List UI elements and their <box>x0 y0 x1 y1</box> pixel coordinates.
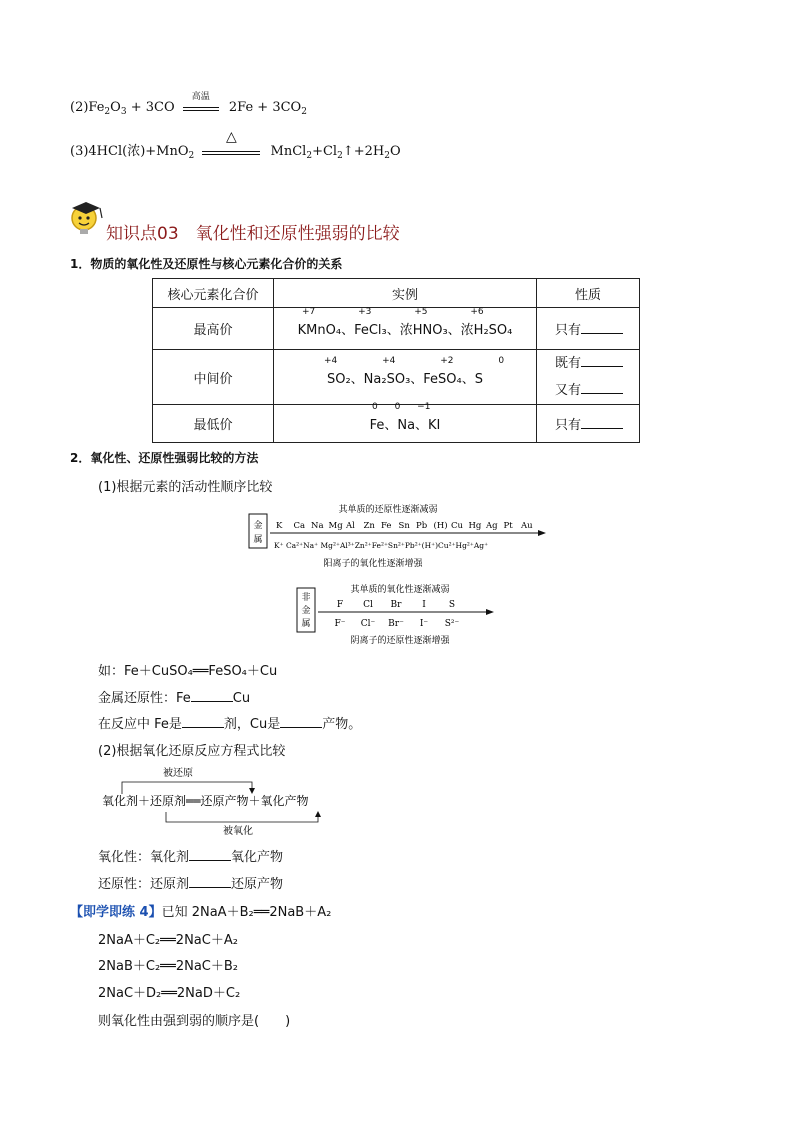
equation-2: $(2)Fe_2O_3 + 3CO$ 高温 $2Fe + 3CO_2$ <box>70 100 307 117</box>
row-example <box>274 308 537 350</box>
redox-scheme-diagram <box>98 762 358 840</box>
eq3-c: +Cl <box>312 144 338 159</box>
practice-equation: 2NaC＋D₂══2NaD＋C₂ <box>98 986 241 1001</box>
row-property <box>537 350 640 405</box>
text: 金属还原性：Fe <box>98 691 191 706</box>
text: 氧化产物 <box>231 850 284 865</box>
practice-equation: 2NaA＋C₂══2NaC＋A₂ <box>98 933 238 948</box>
nonmetal-element: F <box>336 600 344 610</box>
oxidized-label: 被氧化 <box>223 826 253 837</box>
nonmetal-ion: Br⁻ <box>388 619 404 629</box>
redox-equation: 氧化剂＋还原剂══还原产物＋氧化产物 <box>102 794 309 808</box>
metal-bottom-label: 阳离子的氧化性逐渐增强 <box>323 559 423 569</box>
answer-blank[interactable] <box>191 689 233 702</box>
nonmetal-ion: S²⁻ <box>444 619 460 629</box>
nonmetal-element: Br <box>390 600 402 610</box>
practice-question: 则氧化性由强到弱的顺序是( ) <box>98 1014 291 1029</box>
metal-element: (H) <box>433 521 448 531</box>
condition-arrow <box>202 128 260 159</box>
subsection-2-title: 2．氧化性、还原性强弱比较的方法 <box>70 451 259 465</box>
eq3-e: O <box>389 144 401 159</box>
text: Cu <box>232 691 251 706</box>
answer-blank[interactable] <box>581 381 623 394</box>
answer-blank[interactable] <box>280 715 322 728</box>
answer-blank[interactable] <box>189 875 231 888</box>
reduced-label: 被还原 <box>163 768 193 779</box>
oxidizing-compare <box>98 846 283 865</box>
metal-element: Pt <box>503 521 513 531</box>
reducing-compare <box>98 873 283 892</box>
subsection-1-title: 1．物质的氧化性及还原性与核心元素化合价的关系 <box>70 257 343 271</box>
text: 还原产物 <box>231 877 284 892</box>
eq2-o: O <box>110 100 121 115</box>
nonmetal-bottom-label: 阴离子的还原性逐渐增强 <box>350 636 450 646</box>
answer-blank[interactable] <box>581 321 623 334</box>
metal-element: K <box>276 521 283 531</box>
answer-blank[interactable] <box>581 354 623 367</box>
table-row <box>153 405 640 443</box>
metal-top-label: 其单质的还原性逐渐减弱 <box>338 505 438 515</box>
answer-blank[interactable] <box>581 416 623 429</box>
text: 还原性：还原剂 <box>98 877 190 892</box>
svg-text:金: 金 <box>253 521 263 531</box>
eq2-pre: (2)Fe <box>70 100 105 115</box>
table-row <box>153 308 640 350</box>
oxidation-numbers: +4 +4 +2 0 <box>324 355 505 366</box>
metal-element: Mg <box>328 521 343 531</box>
nonmetal-activity-diagram <box>296 582 500 648</box>
nonmetal-element: I <box>422 600 426 610</box>
eq3-b: MnCl <box>270 144 307 159</box>
lightbulb-graduate-icon <box>66 196 108 238</box>
metal-ions: K⁺ Ca²⁺Na⁺ Mg²⁺Al³⁺Zn²⁺Fe²⁺Sn²⁺Pb²⁺(H⁺)Cu²⁺Hg²⁺Ag⁺ <box>274 541 489 550</box>
table-row <box>153 350 640 405</box>
metal-reducing-line <box>98 687 250 706</box>
row-property <box>537 405 640 443</box>
answer-blank[interactable] <box>189 848 231 861</box>
table-header: 实例 <box>274 279 537 308</box>
table-header: 核心元素化合价 <box>153 279 274 308</box>
eq2-products: 2Fe + 3CO <box>228 100 302 115</box>
row-label: 最低价 <box>153 405 274 443</box>
examples-text: KMnO₄、FeCl₃、浓HNO₃、浓H₂SO₄ <box>297 323 513 338</box>
oxidation-numbers: 0 0 −1 <box>372 402 431 412</box>
nonmetal-ion: Cl⁻ <box>360 619 376 629</box>
metal-element: Ca <box>293 521 306 531</box>
equation-3: (3)4HCl(浓)+MnO$_2$ △ $MnCl_2+Cl_2↑+2H_2O$ <box>70 128 401 161</box>
metal-element: Pb <box>416 521 428 531</box>
practice-heading <box>70 901 331 920</box>
metal-element: Au <box>521 521 533 531</box>
row-example <box>274 402 537 443</box>
oxidation-numbers: +7 +3 +5 +6 <box>302 307 484 317</box>
practice-text: 已知 2NaA＋B₂══2NaB＋A₂ <box>161 905 332 920</box>
row-example <box>274 350 537 405</box>
section-heading: 知识点03 氧化性和还原性强弱的比较 <box>106 224 400 244</box>
svg-text:属: 属 <box>301 619 311 629</box>
nonmetal-ion: F⁻ <box>334 619 346 629</box>
metal-element: Hg <box>468 521 482 531</box>
condition-arrow <box>183 91 219 115</box>
eq3-a: (3)4HCl(浓)+MnO <box>70 144 189 159</box>
examples-text: Fe、Na、KI <box>369 418 441 433</box>
metal-element: Sn <box>398 521 410 531</box>
valence-table <box>152 278 640 443</box>
metal-element: Na <box>311 521 324 531</box>
example-equation: 如：Fe＋CuSO₄══FeSO₄＋Cu <box>98 664 278 679</box>
metal-element: Cu <box>451 521 463 531</box>
property-label: 只有 <box>555 323 582 338</box>
table-header: 性质 <box>537 279 640 308</box>
examples-text: SO₂、Na₂SO₃、FeSO₄、S <box>326 371 483 387</box>
practice-equation: 2NaB＋C₂══2NaC＋B₂ <box>98 959 238 974</box>
method-1-title: (1)根据元素的活动性顺序比较 <box>98 480 273 495</box>
metal-activity-diagram <box>248 500 550 572</box>
property-label: 只有 <box>555 418 582 433</box>
eq2-co: + 3CO <box>126 100 175 115</box>
property-label: 既有 <box>555 356 582 371</box>
method-2-title: (2)根据氧化还原反应方程式比较 <box>98 744 286 759</box>
row-label: 最高价 <box>153 308 274 350</box>
condition-label: △ <box>226 128 237 145</box>
metal-element: Fe <box>381 521 392 531</box>
nonmetal-top-label: 其单质的氧化性逐渐减弱 <box>350 585 450 595</box>
nonmetal-ion: I⁻ <box>419 619 429 629</box>
text: 氧化性：氧化剂 <box>98 850 190 865</box>
metal-element: Ag <box>486 521 498 531</box>
text: 产物。 <box>322 717 362 732</box>
svg-text:金: 金 <box>301 606 311 616</box>
answer-blank[interactable] <box>182 715 224 728</box>
eq3-d: ↑+2H <box>342 144 385 159</box>
condition-label: 高温 <box>191 91 210 102</box>
row-label: 中间价 <box>153 350 274 405</box>
property-label: 又有 <box>555 383 582 398</box>
row-property <box>537 308 640 350</box>
reaction-role-line <box>98 713 361 732</box>
nonmetal-element: S <box>448 600 456 610</box>
svg-text:非: 非 <box>301 593 311 603</box>
metal-element: Zn <box>363 521 375 531</box>
text: 剂，Cu是 <box>223 717 281 732</box>
text: 在反应中 Fe是 <box>98 717 182 732</box>
nonmetal-element: Cl <box>363 600 373 610</box>
svg-text:属: 属 <box>253 535 263 545</box>
practice-tag: 【即学即练 4】 <box>70 905 162 920</box>
metal-element: Al <box>346 521 355 531</box>
